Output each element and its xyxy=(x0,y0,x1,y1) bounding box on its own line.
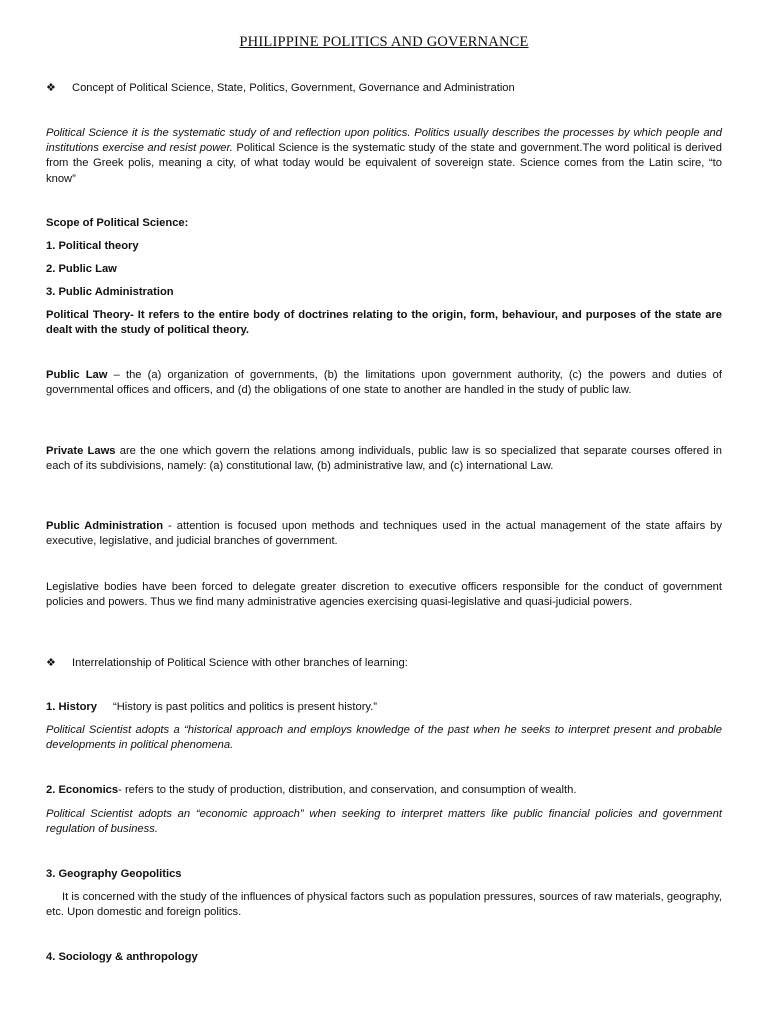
term: Public Administration xyxy=(46,520,164,532)
section-bullet-interrelationship xyxy=(46,656,408,669)
public-admin-paragraph xyxy=(46,519,722,549)
economics-paragraph: Political Scientist adopts an “economic approach” when seeking to interpret matters like public financial policies and government regulation of business. xyxy=(46,808,722,836)
bullet-text: Interrelationship of Political Science with other branches of learning: xyxy=(72,656,408,669)
legislative-paragraph: Legislative bodies have been forced to delegate greater discretion to executive officers responsible for the conduct of government policies and powers. Thus we find many administrative agencies exercising quasi-legislative and quasi-judicial powers. xyxy=(46,581,722,609)
history-line xyxy=(46,701,377,713)
definition: - attention is focused upon methods and techniques used in the actual management of the state affairs by executive, legislative, and judicial branches of government. xyxy=(46,520,723,548)
economics-definition: - refers to the study of production, distribution, and conservation, and consumption of wealth. xyxy=(118,784,577,796)
history-heading: 1. History xyxy=(46,701,97,713)
geography-text: It is concerned with the study of the influences of physical factors such as population pressures, sources of raw materials, geography, etc. Upon domestic and foreign politics. xyxy=(46,891,722,919)
bullet-text: Concept of Political Science, State, Politics, Government, Governance and Administration xyxy=(72,81,515,94)
history-paragraph: Political Scientist adopts a “historical approach and employs knowledge of the past when he seeks to interpret present and probable developments in political phenomena. xyxy=(46,724,722,752)
private-laws-paragraph xyxy=(46,444,722,474)
definition: - It refers to the entire body of doctrines relating to the origin, form, behaviour, and purposes of the state are dealt with the study of political theory. xyxy=(46,309,722,337)
intro-italic: Political Science it is the systematic study of and reflection upon politics. Politics usually describes the processes by which people and institutions exercise and resist power. xyxy=(46,127,722,155)
economics-line xyxy=(46,784,576,796)
scope-item: 1. Political theory xyxy=(46,240,139,252)
political-theory-paragraph xyxy=(46,308,722,338)
public-law-paragraph xyxy=(46,368,722,398)
geography-paragraph xyxy=(46,890,722,920)
economics-heading: 2. Economics xyxy=(46,784,119,796)
geography-heading: 3. Geography Geopolitics xyxy=(46,868,182,880)
definition: – the (a) organization of governments, (b) the limitations upon government authority, (c) the powers and duties of governmental offices and officers, and (d) the obligations of one state to another are handled in the study of public law. xyxy=(46,369,722,397)
scope-item: 2. Public Law xyxy=(46,263,117,275)
sociology-heading: 4. Sociology & anthropology xyxy=(46,951,198,963)
term: Private Laws xyxy=(46,445,116,457)
scope-heading: Scope of Political Science: xyxy=(46,217,189,229)
document-page xyxy=(46,0,722,1024)
definition: are the one which govern the relations among individuals, public law is so specialized that separate courses offered in each of its subdivisions, namely: (a) constitutional law, (b) administrative law, and (c) international Law. xyxy=(46,445,722,473)
diamond-bullet-icon: ❖ xyxy=(46,657,56,669)
diamond-bullet-icon: ❖ xyxy=(46,82,56,94)
section-bullet-concepts xyxy=(46,81,515,94)
page-title: PHILIPPINE POLITICS AND GOVERNANCE xyxy=(239,34,529,50)
term: Political Theory xyxy=(46,309,131,321)
intro-rest: Political Science is the systematic study of the state and government.The word political is derived from the Greek polis, meaning a city, of what today would be equivalent of sovereign state. Science comes from the Latin scire, “to know” xyxy=(46,142,722,185)
scope-item: 3. Public Administration xyxy=(46,286,174,298)
intro-paragraph xyxy=(46,126,722,187)
history-quote: “History is past politics and politics is present history.” xyxy=(112,701,378,713)
term: Public Law xyxy=(46,369,108,381)
